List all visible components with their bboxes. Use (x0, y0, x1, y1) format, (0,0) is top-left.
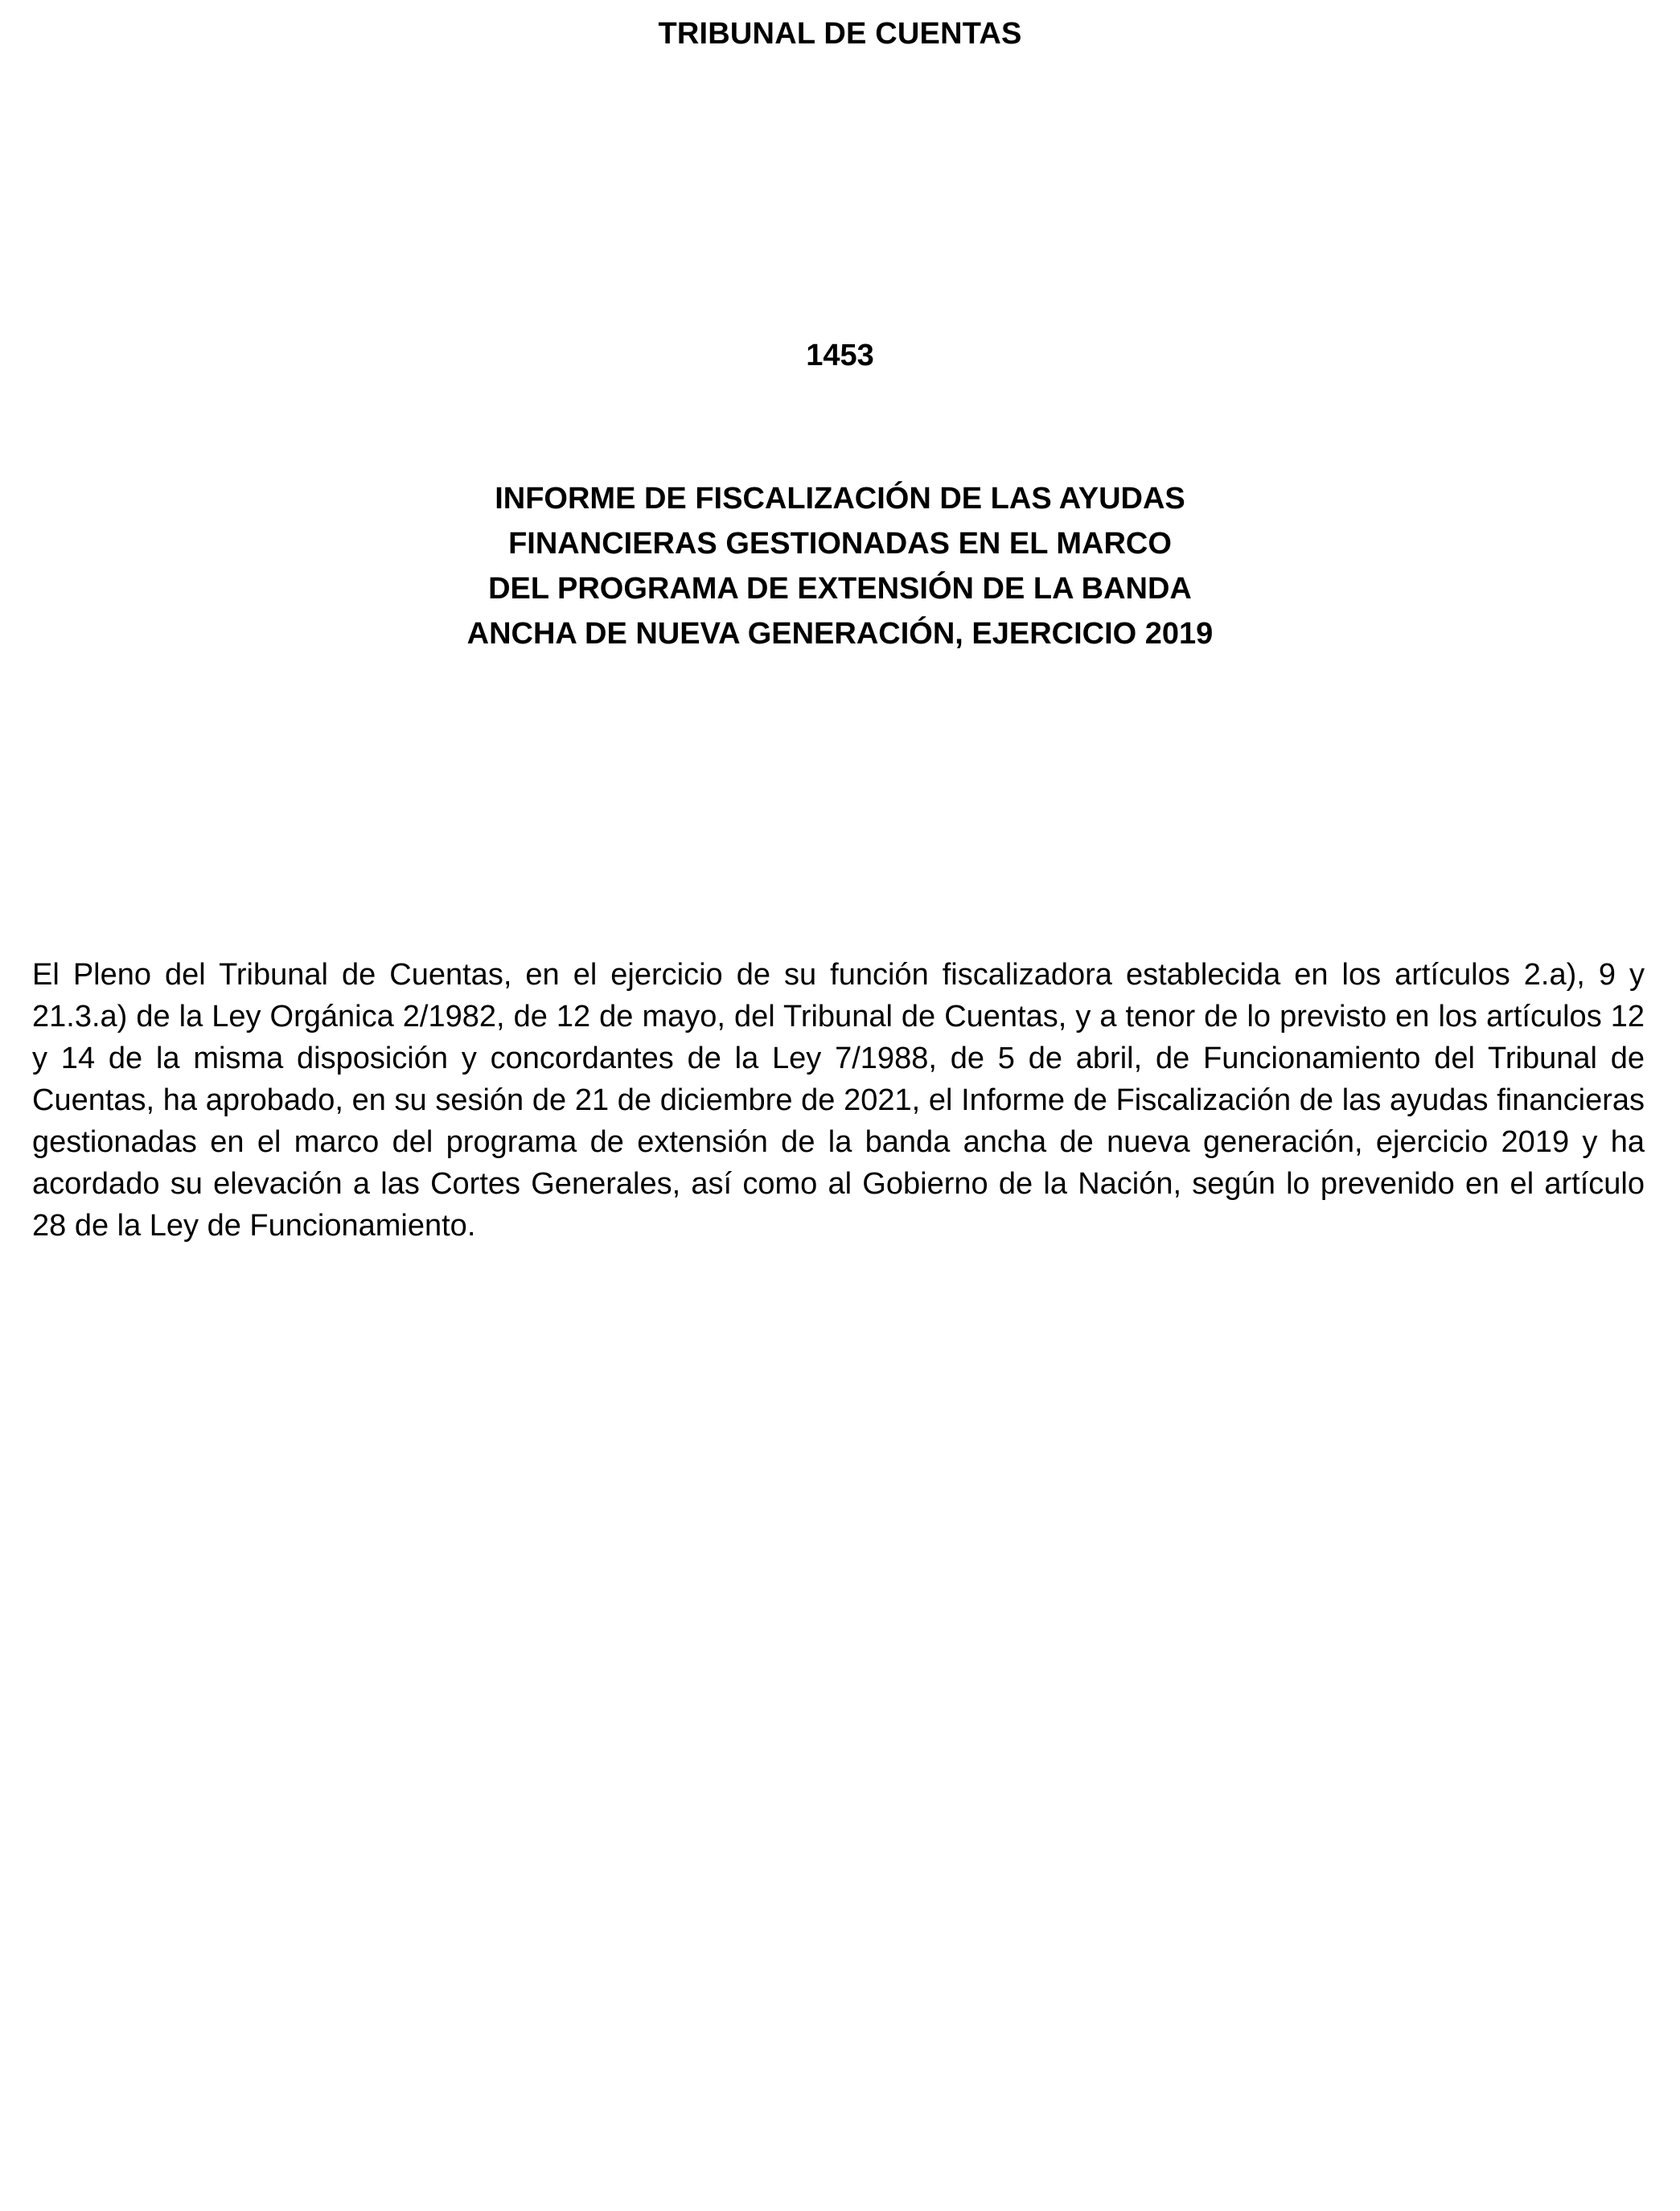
report-title-line: FINANCIERAS GESTIONADAS EN EL MARCO (508, 527, 1172, 561)
approval-paragraph: El Pleno del Tribunal de Cuentas, en el ejercicio de su función fiscalizadora establecida en los artículos 2.a), 9 y 21.3.a) de la Ley Orgánica 2/1982, de 12 de mayo, del Tribunal de Cuentas, y a tenor de lo previsto en los artículos 12 y 14 de la misma disposición y concordantes de la Ley 7/1988, de 5 de abril, de Funcionamiento del Tribunal de Cuentas, ha aprobado, en su sesión de 21 de diciembre de 2021, el Informe de Fiscalización de las ayudas financieras gestionadas en el marco del programa de extensión de la banda ancha de nueva generación, ejercicio 2019 y ha acordado su elevación a las Cortes Generales, así como al Gobierno de la Nación, según lo prevenido en el artículo 28 de la Ley de Funcionamiento. (32, 958, 1645, 1243)
report-title-line: DEL PROGRAMA DE EXTENSIÓN DE LA BANDA (488, 572, 1192, 606)
document-number: 1453 (806, 339, 874, 372)
report-title-line: ANCHA DE NUEVA GENERACIÓN, EJERCICIO 2019 (466, 617, 1214, 651)
institution-header: TRIBUNAL DE CUENTAS (658, 17, 1022, 51)
report-title-line: INFORME DE FISCALIZACIÓN DE LAS AYUDAS (495, 482, 1185, 516)
report-title (0, 476, 1680, 656)
